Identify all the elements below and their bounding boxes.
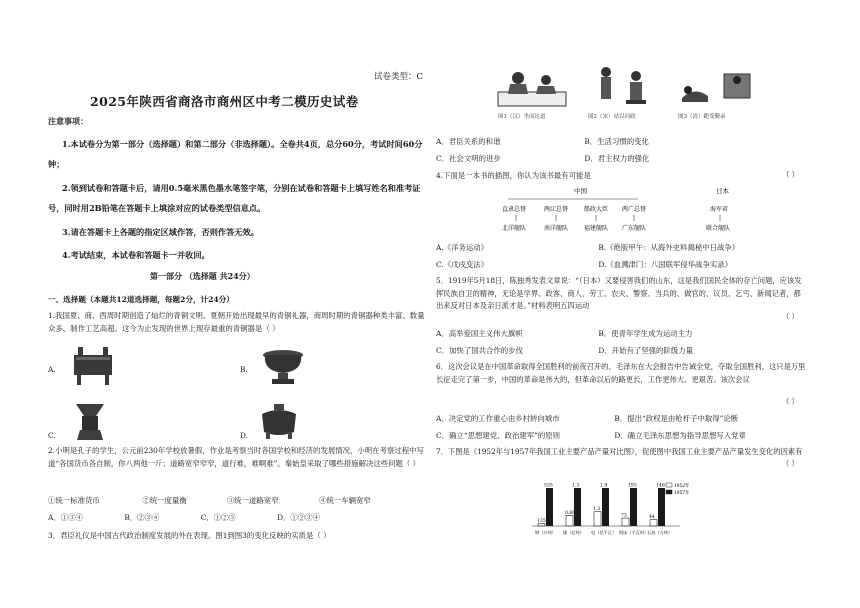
- q3-figure-3: [674, 62, 756, 120]
- label-1957-1: 1.3: [572, 483, 580, 489]
- q5-option-c: C．加快了国共合作的步伐: [436, 346, 523, 355]
- q6-option-d: D．确立毛泽东思想为指导思想写入党章: [614, 431, 746, 440]
- q5-option-b: B．使青年学生成为运动主力: [598, 329, 693, 338]
- note-1: 1.本试卷分为第一部分（选择题）和第二部分（非选择题）。全卷共4页，总分60分，考试时间60分钟；: [48, 139, 423, 169]
- label-1957-3: 193: [628, 483, 637, 489]
- q3-options-row-2: [436, 153, 808, 164]
- q3-option-b: B．生活习惯的变化: [584, 137, 649, 146]
- q2-option-c: C．①②③: [200, 513, 236, 522]
- legend-label-1: 1957年: [674, 491, 690, 496]
- q2-item-3: ③统一道路宽窄: [226, 496, 279, 505]
- label-1952-1: 0.66: [565, 510, 576, 516]
- q5-option-d: D．开始有了坚强的阶级力量: [598, 346, 693, 355]
- q6-stem: 6．这次会议是在中国革命取得全国胜利的前夜召开的。毛泽东在大会报告中告诫全党，夺取全国胜利，这只是万里长征走完了第一步，中国的革命是伟大的，但革命以后的路更长，工作更伟大、更艰苦。该次会议: [436, 362, 806, 384]
- q4-option-a: A.《洋务运动》: [436, 243, 489, 252]
- diagram-china-top-1: 直隶总督: [502, 206, 527, 213]
- q5-option-a: A．高举爱国主义伟大旗帜: [436, 329, 523, 338]
- category-label-3: 机床（千瓦时）: [619, 530, 649, 535]
- bar-1952-3: [622, 518, 629, 526]
- label-1952-3: 73: [621, 513, 627, 519]
- bar-1952-4: [650, 520, 657, 526]
- diagram-china-bottom-2: 南洋舰队: [544, 225, 569, 232]
- q6-option-a: A．决定党的工作重心由乡村转向城市: [436, 414, 560, 423]
- label-1957-0: 535: [544, 483, 553, 489]
- bronze-zun-image-c: [70, 402, 110, 442]
- q2-item-1: ①统一标准货币: [48, 496, 100, 505]
- diagram-china-bottom-3: 福建舰队: [584, 225, 609, 232]
- q2-items-row: [48, 495, 428, 506]
- q3-option-d: D．君主权力的强化: [584, 154, 650, 163]
- category-label-1: 煤（亿吨）: [563, 530, 584, 535]
- legend-label-0: 1952年: [674, 484, 690, 489]
- q6-options-row-1: [436, 413, 816, 424]
- diagram-china-top-2: 两江总督: [544, 206, 569, 213]
- bar-1957-3: [630, 488, 637, 526]
- q2-option-a: A．①③④: [48, 513, 83, 522]
- note-2: 2.领到试卷和答题卡后，请用0.5毫米黑色墨水笔签字笔，分别在试卷和答题卡上填写姓名和准考证号，同时用2B铅笔在答题卡上填涂对应的试卷类型信息点。: [48, 183, 421, 213]
- legend-swatch-1: [666, 490, 672, 494]
- q3-option-a: A．君臣关系的和谐: [436, 137, 501, 146]
- q6-bracket: （ ）: [782, 397, 799, 406]
- bar-1957-1: [574, 488, 581, 526]
- bar-1952-1: [566, 515, 573, 526]
- q3-caption-1: 图1（汉）坐而论道: [498, 114, 546, 120]
- q4-option-d: D.《血溅津门：八国联军侵华战争实录》: [598, 260, 733, 269]
- q7-production-chart: [530, 480, 700, 544]
- diagram-japan: 日本: [716, 187, 729, 195]
- q6-option-c: C．确立“思想建党、政治建军”的原则: [436, 431, 561, 440]
- diagram-china-bottom-4: 广东舰队: [622, 225, 647, 232]
- diagram-china-top-3: 船政大臣: [584, 206, 609, 213]
- bronze-ding-image-a: [66, 345, 120, 387]
- diagram-japan-bottom: 联合舰队: [706, 225, 731, 232]
- q4-options-row-2: [436, 259, 816, 270]
- q1-stem: 1.我国夏、商、西周时期创造了灿烂的青铜文明。夏朝开始出现最早的青铜礼器，商周时期的青铜器种类丰富、数量众多、制作工艺高超。这今为止发现的世界上现存最重的青铜器是（ ）: [48, 311, 425, 333]
- note-4: 4.考试结束，本试卷和答题卡一并收回。: [62, 250, 210, 260]
- legend-swatch-0: [666, 483, 672, 487]
- q2-item-4: ④统一车辆宽窄: [319, 496, 371, 505]
- q1-option-b-label: B.: [240, 365, 248, 374]
- q5-stem: 5．1919年5月18日，陈独秀发表文章说：“（日本）又要侵害我们的山东，这是我们国民全体的存亡问题，应该发挥民族自卫的精神，无论是学界、政客、商人、劳工、农夫、警察、当兵的、做官的、议员、乞丐、新闻记者，都出来反对日本及亲日派才是。”材料表明五四运动: [436, 276, 802, 310]
- q3-caption-3: 图3（清）跪受觐录: [678, 114, 726, 120]
- note-3: 3.请在答题卡上各题的指定区域作答，否则作答无效。: [62, 227, 259, 237]
- q4-option-c: C.《戊戌变法》: [436, 260, 489, 269]
- q3-figure-1: [494, 62, 570, 120]
- q3-options-row-1: [436, 136, 808, 147]
- bar-1957-2: [602, 488, 609, 526]
- q2-options-row: [48, 512, 428, 523]
- q3-option-c: C．社会文明的进步: [436, 154, 501, 163]
- q4-option-b: B.《绝版甲午：从海外史料揭秘中日战争》: [598, 243, 740, 252]
- q1-option-d-label: D.: [240, 431, 249, 440]
- bronze-vessel-image-b: [258, 345, 308, 387]
- label-1957-4: 146: [656, 483, 665, 489]
- section-heading: 一、选择题（本题共12道选择题，每题2分，计24分）: [48, 295, 234, 304]
- q5-options-row-1: [436, 328, 808, 339]
- category-label-2: 电（亿千瓦）: [591, 530, 617, 535]
- q2-stem: 2.小明是孔子的学生，公元前230年学校放暑假，作业是考察当时各国学校和经济的发展情况，小明在考察过程中写道“各国货币各自制，你八两他一斤；道路宽窄窄窄，道行难，难啊难”。秦始皇采取了哪些措施解决这些问题（ ）: [48, 446, 424, 468]
- q2-item-2: ②统一度量衡: [142, 496, 187, 505]
- q7-bracket: （ ）: [782, 459, 799, 468]
- label-1957-2: 1.9: [600, 483, 608, 489]
- category-label-4: 石油（万吨）: [647, 530, 673, 535]
- q3-stem: 3．君臣礼仪是中国古代政治制度发展的外在表现。图1到图3的变化反映的实质是（ ）: [48, 531, 331, 540]
- q3-figure-2: [586, 62, 658, 120]
- q6-options-row-2: [436, 430, 816, 441]
- q4-navy-diagram: [498, 184, 798, 236]
- q1-option-c-label: C.: [48, 431, 56, 440]
- bar-1952-2: [594, 512, 601, 526]
- notes-heading: 注意事项：: [48, 116, 88, 126]
- label-1952-2: 1.3: [593, 507, 601, 513]
- q4-options-row-1: [436, 242, 816, 253]
- label-1952-0: 135: [537, 518, 546, 524]
- q5-options-row-2: [436, 345, 808, 356]
- diagram-china-bottom-1: 北洋舰队: [502, 225, 527, 232]
- q3-caption-2: 图2（宋）站以问政: [588, 114, 636, 120]
- bar-1957-0: [546, 488, 553, 526]
- bar-1957-4: [658, 488, 665, 526]
- label-1952-4: 44: [649, 515, 655, 521]
- diagram-japan-top: 海军省: [710, 206, 729, 213]
- category-label-0: 钢（万吨）: [535, 530, 556, 535]
- q2-option-b: B．②③④: [124, 513, 160, 522]
- paper-type: 试卷类型：C: [374, 72, 424, 82]
- q5-bracket: （ ）: [782, 312, 799, 321]
- q4-stem: 4.下面是一本书的插图，你认为该书最有可能是: [436, 171, 591, 180]
- q2-option-d: D．①②③④: [277, 513, 320, 522]
- exam-title: 2025年陕西省商洛市商州区中考二模历史试卷: [90, 94, 359, 109]
- diagram-china-top-4: 两广总督: [622, 206, 647, 213]
- part1-heading: 第一部分 （选择题 共24分）: [150, 271, 255, 281]
- diagram-china: 中国: [574, 187, 587, 195]
- q6-option-b: B．提出“政权是由枪杆子中取得”论断: [614, 414, 739, 423]
- q4-bracket: （ ）: [782, 170, 799, 179]
- q7-stem: 7．下图是《1952年与1957年我国工业主要产品产量对比图》，促使图中我国工业主要产品产量发生变化的因素有: [436, 447, 803, 456]
- q1-option-a-label: A.: [48, 365, 56, 374]
- bronze-pot-image-d: [256, 402, 302, 442]
